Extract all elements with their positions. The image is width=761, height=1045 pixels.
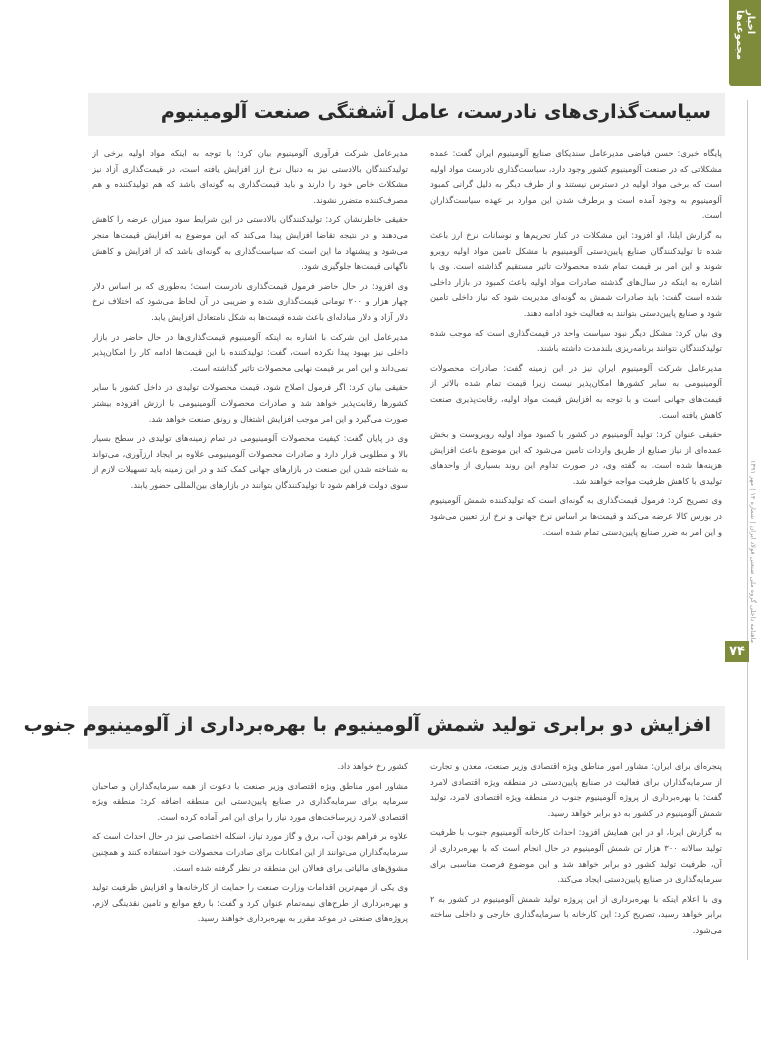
paragraph: وی یکی از مهم‌ترین اقدامات وزارت صنعت را حمایت از کارخانه‌ها و افزایش ظرفیت تولید و بهره‌برداری از طرح‌های نیمه‌تمام عنوان کرد و گفت: با رفع موانع و تامین نقدینگی لازم، پروژه‌های صنعتی در موعد مقرر به بهره‌برداری خواهند رسید. [92,882,408,924]
paragraph: به گزارش ایرنا، او در این همایش افزود: احداث کارخانه آلومینیوم جنوب با ظرفیت تولید سالانه ۳۰۰ هزار تن شمش آلومینیوم در حال انجام است که با بهره‌برداری از آن، ظرفیت تولید کشور دو برابر خواهد شد و این موضوع فرصت مناسبی برای سرمایه‌گذاری در صنایع پایین‌دستی ایجاد می‌کند. [430,827,722,885]
paragraph: پایگاه خبری: حسن فیاضی مدیرعامل سندیکای صنایع آلومینیوم ایران گفت: عمده مشکلاتی که در صنعت آلومینیوم کشور وجود دارد، سیاست‌گذاری نادرست مواد اولیه است که برخی مواد اولیه در دسترس نیستند و از طرف دیگر به دلیل گرانی کمبود آلومینیوم به وجود آمده است و برطرف شدن این موارد بر عهده سیاست‌گذاران است. [430,148,722,221]
article1-left-column [92,146,408,694]
paragraph: پنجره‌ای برای ایران: مشاور امور مناطق ویژه اقتصادی وزیر صنعت، معدن و تجارت از سرمایه‌گذاران برای فعالیت در صنایع پایین‌دستی در منطقه ویژه اقتصادی لامرد گفت: با بهره‌برداری از پروژه آلومینیوم جنوب در منطقه ویژه اقتصادی لامرد، تولید شمش آلومینیوم در کشور به دو برابر خواهد رسید. [430,761,722,818]
paragraph: وی در پایان گفت: کیفیت محصولات آلومینیومی در تمام زمینه‌های تولیدی در سطح بسیار بالا و مطلوبی قرار دارد و صادرات محصولات آلومینیومی علاوه بر ایجاد ارزآوری، می‌تواند به شناخته شدن این صنعت در بازارهای جهانی کمک کند و در این زمینه باید تسهیلات لازم از سوی دولت فراهم شود تا تولیدکنندگان بتوانند در بازارهای بین‌المللی حضور یابند. [92,433,408,490]
paragraph: مدیرعامل شرکت آلومینیوم ایران نیز در این زمینه گفت: صادرات محصولات آلومینیومی به سایر کشورها امکان‌پذیر نیست زیرا قیمت تمام شده بالاتر از قیمت‌های جهانی است و با توجه به افزایش قیمت مواد اولیه، رقابت‌پذیری صنعت کاهش یافته است. [430,362,722,420]
article2-left-column [92,759,408,951]
article2-title: افزایش دو برابری تولید شمش آلومینیوم با بهره‌برداری از آلومینیوم جنوب [23,714,711,736]
article2-right-column [430,759,722,951]
paragraph: وی با اعلام اینکه با بهره‌برداری از این پروژه تولید شمش آلومینیوم در کشور به ۲ برابر خواهد رسید، تصریح کرد: این کارخانه با سرمایه‌گذاری خارجی و داخلی ساخته می‌شود. [430,893,722,935]
paragraph: علاوه بر فراهم بودن آب، برق و گاز مورد نیاز، اسکله اختصاصی نیز در حال احداث است که سرمایه‌گذاران می‌توانند از این امکانات برای صادرات محصولات خود استفاده کنند و همچنین مشوق‌های مالیاتی برای فعالان این منطقه در نظر گرفته شده است. [92,831,408,873]
paragraph: مشاور امور مناطق ویژه اقتصادی وزیر صنعت با دعوت از همه سرمایه‌گذاران و صاحبان سرمایه برای سرمایه‌گذاری در صنایع پایین‌دستی این منطقه اضافه کرد: منطقه ویژه اقتصادی لامرد زیرساخت‌های مورد نیاز را برای این امر آماده کرده است. [92,780,408,822]
paragraph: حقیقی خاطرنشان کرد: تولیدکنندگان بالادستی در این شرایط سود میزان عرضه را کاهش می‌دهند و در نتیجه تقاضا افزایش پیدا می‌کند که این موضوع به افزایش قیمت‌ها منجر می‌شود و پیشنهاد ما این است که سیاست‌گذاری به گونه‌ای باشد که از افزایش و کاهش ناگهانی قیمت‌ها جلوگیری شود. [92,214,408,272]
paragraph: حقیقی عنوان کرد: تولید آلومینیوم در کشور با کمبود مواد اولیه روبروست و بخش عمده‌ای از نیاز صنایع از طریق واردات تامین می‌شود که این موضوع باعث افزایش هزینه‌ها شده است. به گفته وی، در صورت تداوم این روند بسیاری از واحدهای تولیدی با کاهش ظرفیت مواجه خواهند شد. [430,429,722,486]
article1-right-column [430,146,722,694]
paragraph: حقیقی بیان کرد: اگر فرمول اصلاح شود، قیمت محصولات تولیدی در داخل کشور با سایر کشورها رقابت‌پذیر خواهد شد و صادرات محصولات آلومینیومی با ارزش افزوده بیشتر صورت می‌گیرد و این امر موجب افزایش اشتغال و رونق صنعت خواهد شد. [92,382,408,424]
paragraph: به گزارش ایلنا، او افزود: این مشکلات در کنار تحریم‌ها و نوسانات نرخ ارز باعث شده تا تولیدکنندگان صنایع پایین‌دستی آلومینیوم با مشکل تامین مواد اولیه روبرو شوند و این امر بر قیمت تمام شده محصولات تاثیر مستقیم گذاشته است. وی با اشاره به اینکه در سال‌های گذشته صادرات مواد اولیه باعث کمبود در بازار داخلی شده است گفت: باید صادرات شمش به گونه‌ای مدیریت شود که نیاز داخلی تامین شود و صنایع پایین‌دستی بتوانند به فعالیت خود ادامه دهند. [430,229,722,318]
section-tab [729,0,761,86]
article1-title: سیاست‌گذاری‌های نادرست، عامل آشفتگی صنعت آلومینیوم [160,101,711,123]
paragraph: کشور رخ خواهد داد. [337,761,408,771]
page-number: ۷۴ [725,641,749,662]
section-tab-label: اخبار مجموعه‌ها [734,10,756,60]
paragraph: مدیرعامل شرکت فرآوری آلومینیوم بیان کرد: با توجه به اینکه مواد اولیه برخی از تولیدکنندگان بالادستی نیز به دنبال نرخ ارز افزایش یافته است، در قیمت‌گذاری آزاد نیز مشکلات خاص خود را دارند و باید قیمت‌گذاری به گونه‌ای باشد که هم تولیدکننده و هم مصرف‌کننده متضرر نشوند. [92,148,408,205]
paragraph: وی تصریح کرد: فرمول قیمت‌گذاری به گونه‌ای است که تولیدکننده شمش آلومینیوم در بورس کالا عرضه می‌کند و قیمت‌ها بر اساس نرخ جهانی و نرخ ارز تعیین می‌شود و این امر به ضرر صنایع پایین‌دستی تمام شده است. [430,495,722,537]
article1-headline-bar [88,93,725,136]
paragraph: وی بیان کرد: مشکل دیگر نبود سیاست واحد در قیمت‌گذاری است که موجب شده تولیدکنندگان نتوانند برنامه‌ریزی بلندمدت داشته باشند. [430,327,722,354]
article2-headline-bar [23,706,725,749]
paragraph: مدیرعامل این شرکت با اشاره به اینکه آلومینیوم قیمت‌گذاری‌ها در حال حاضر در بازار داخلی نیز بهبود پیدا نکرده است، گفت: تولیدکننده با این قیمت‌ها ادامه کار را امکان‌پذیر نمی‌داند و این امر بر قیمت نهایی محصولات تاثیر گذاشته است. [92,331,408,373]
side-meta-text: ماهنامه داخلی گروه ملی صنعتی فولاد ایران | شماره ۱۴ | مهر ۱۳۹۱ [749,460,757,644]
paragraph: وی افزود: در حال حاضر فرمول قیمت‌گذاری نادرست است؛ به‌طوری که بر اساس دلار چهار هزار و ۲۰۰ تومانی قیمت‌گذاری شده و ضریبی در آن لحاظ می‌شود که اختلاف نرخ دلار آزاد و دلار مبادله‌ای باعث شده قیمت‌ها به شکل نامتعادل افزایش یابد. [92,280,408,322]
